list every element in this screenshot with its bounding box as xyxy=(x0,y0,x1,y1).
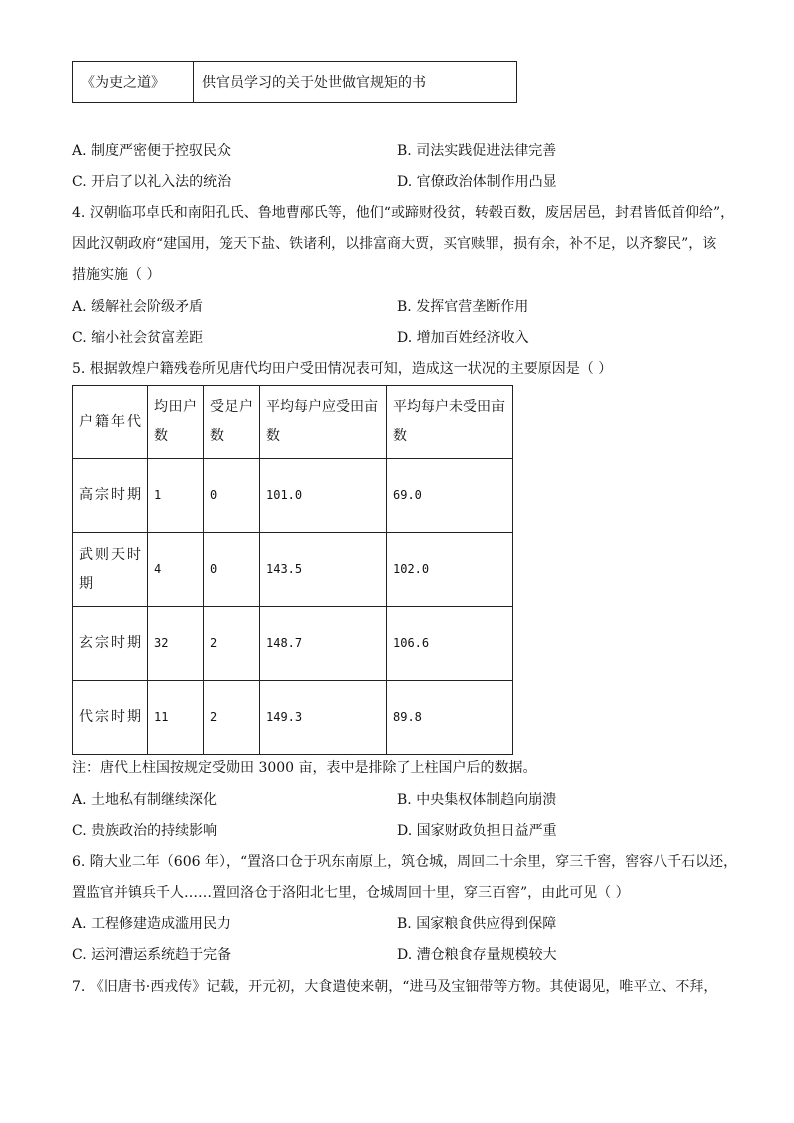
table-cell: 玄宗时期 xyxy=(73,607,148,681)
top-table xyxy=(72,61,517,103)
table-cell: 143.5 xyxy=(260,533,387,607)
table-cell: 高宗时期 xyxy=(73,459,148,533)
table-cell: 11 xyxy=(148,681,204,755)
table-cell: 149.3 xyxy=(260,681,387,755)
table-cell: 1 xyxy=(148,459,204,533)
column-header: 户籍年代 xyxy=(73,386,148,459)
q6-stem-line-1: 6. 隋大业二年（606 年），“置洛口仓于巩东南原上，筑仓城，周回二十余里，穿三千窖，窖容八千石以还， xyxy=(72,854,738,870)
q4-option-d: D. 增加百姓经济收入 xyxy=(397,330,529,346)
q4-option-b: B. 发挥官营垄断作用 xyxy=(397,299,529,315)
q4-stem-line-1: 4. 汉朝临邛卓氏和南阳孔氏、鲁地曹邴氏等，他们“或蹄财役贫，转毂百数，废居居邑，封君皆低首仰给”， xyxy=(72,205,735,221)
q3-option-a: A. 制度严密便于控驭民众 xyxy=(72,143,232,159)
q6-option-b: B. 国家粮食供应得到保障 xyxy=(397,916,557,932)
table-header-row xyxy=(73,386,513,459)
table-row xyxy=(73,607,513,681)
column-header: 平均每户未受田亩数 xyxy=(387,386,513,459)
q5-table-note: 注：唐代上柱国按规定受勋田 3000 亩，表中是排除了上柱国户后的数据。 xyxy=(72,760,537,776)
book-name-cell: 《为吏之道》 xyxy=(73,62,194,103)
table-row xyxy=(73,533,513,607)
table-cell: 0 xyxy=(204,459,260,533)
q4-stem-line-3: 措施实施（ ） xyxy=(72,267,161,283)
q5-option-d: D. 国家财政负担日益严重 xyxy=(397,823,557,839)
land-distribution-table xyxy=(72,385,513,755)
q3-option-c: C. 开启了以礼入法的统治 xyxy=(72,174,232,190)
q4-option-a: A. 缓解社会阶级矛盾 xyxy=(72,299,204,315)
table-cell: 148.7 xyxy=(260,607,387,681)
column-header: 均田户数 xyxy=(148,386,204,459)
table-cell: 2 xyxy=(204,681,260,755)
q5-option-b: B. 中央集权体制趋向崩溃 xyxy=(397,792,557,808)
table-cell: 武则天时期 xyxy=(73,533,148,607)
column-header: 平均每户应受田亩数 xyxy=(260,386,387,459)
q4-option-c: C. 缩小社会贫富差距 xyxy=(72,330,204,346)
q6-option-a: A. 工程修建造成滥用民力 xyxy=(72,916,232,932)
table-cell: 106.6 xyxy=(387,607,513,681)
table-cell: 69.0 xyxy=(387,459,513,533)
book-desc-cell: 供官员学习的关于处世做官规矩的书 xyxy=(194,62,517,103)
table-row xyxy=(73,681,513,755)
table-cell: 102.0 xyxy=(387,533,513,607)
q5-stem: 5. 根据敦煌户籍残卷所见唐代均田户受田情况表可知，造成这一状况的主要原因是（ ） xyxy=(72,361,613,377)
column-header: 受足户数 xyxy=(204,386,260,459)
q3-option-b: B. 司法实践促进法律完善 xyxy=(397,143,557,159)
q5-option-a: A. 土地私有制继续深化 xyxy=(72,792,218,808)
table-cell: 2 xyxy=(204,607,260,681)
table-cell: 89.8 xyxy=(387,681,513,755)
table-cell: 101.0 xyxy=(260,459,387,533)
q5-option-c: C. 贵族政治的持续影响 xyxy=(72,823,218,839)
table-cell: 32 xyxy=(148,607,204,681)
table-cell: 4 xyxy=(148,533,204,607)
q6-option-c: C. 运河漕运系统趋于完备 xyxy=(72,947,232,963)
q4-stem-line-2: 因此汉朝政府“建国用，笼天下盐、铁诸利，以排富商大贾，买官赎罪，损有余，补不足，以齐黎民”，该 xyxy=(72,236,717,252)
table-row xyxy=(73,62,517,103)
table-cell: 0 xyxy=(204,533,260,607)
table-cell: 代宗时期 xyxy=(73,681,148,755)
table-row xyxy=(73,459,513,533)
q6-option-d: D. 漕仓粮食存量规模较大 xyxy=(397,947,557,963)
q7-stem-line-1: 7. 《旧唐书·西戎传》记载，开元初，大食遣使来朝，“进马及宝钿带等方物。其使谒见，唯平立、不拜， xyxy=(72,979,718,995)
q3-option-d: D. 官僚政治体制作用凸显 xyxy=(397,174,557,190)
q6-stem-line-2: 置监官并镇兵千人……置回洛仓于洛阳北七里，仓城周回十里，穿三百窖”，由此可见（ ） xyxy=(72,885,630,901)
